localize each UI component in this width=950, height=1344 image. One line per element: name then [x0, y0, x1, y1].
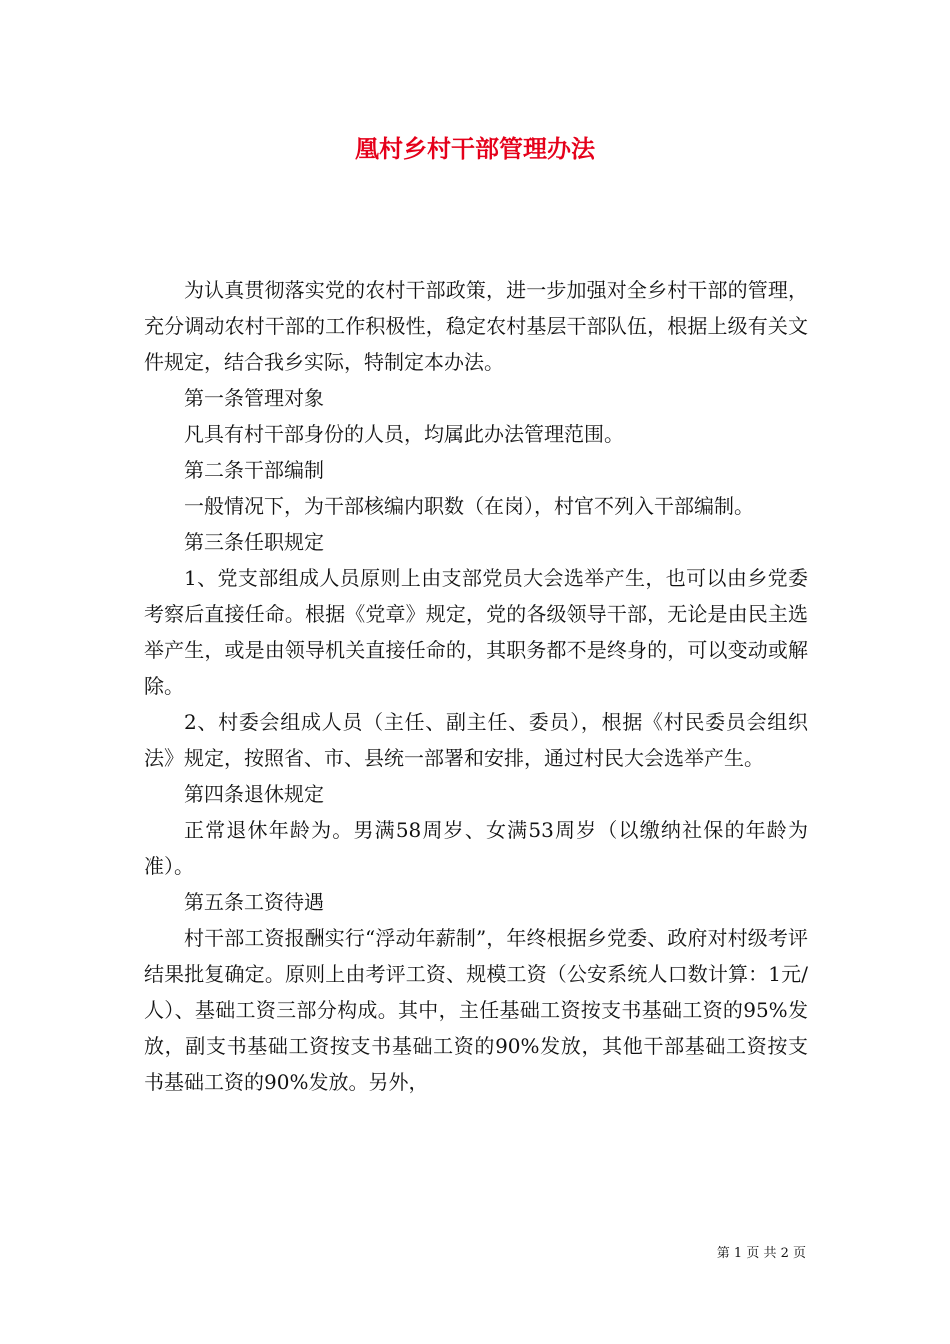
article-5-heading: 第五条工资待遇: [184, 890, 324, 914]
article-2-heading: 第二条干部编制: [184, 458, 324, 482]
document-body: [144, 272, 808, 1100]
page-number: 第 1 页 共 2 页: [716, 1246, 806, 1261]
article-4-text: 正常退休年龄为。男满58周岁、女满53周岁（以缴纳社保的年龄为准）。: [144, 818, 808, 878]
article-2-text: 一般情况下，为干部核编内职数（在岗），村官不列入干部编制。: [184, 494, 754, 518]
article-1-heading: 第一条管理对象: [184, 386, 324, 410]
article-3-item-1: 1、党支部组成人员原则上由支部党员大会选举产生，也可以由乡党委考察后直接任命。根据《党章》规定，党的各级领导干部，无论是由民主选举产生，或是由领导机关直接任命的，其职务都不是终身的，可以变动或解除。: [144, 566, 808, 698]
article-5-text: 村干部工资报酬实行“浮动年薪制”，年终根据乡党委、政府对村级考评结果批复确定。原则上由考评工资、规模工资（公安系统人口数计算：1元/人）、基础工资三部分构成。其中，主任基础工资按支书基础工资的95%发放，副支书基础工资按支书基础工资的90%发放，其他干部基础工资按支书基础工资的90%发放。另外，: [144, 926, 808, 1094]
article-4-heading: 第四条退休规定: [184, 782, 324, 806]
article-3-item-2: 2、村委会组成人员（主任、副主任、委员），根据《村民委员会组织法》规定，按照省、市、县统一部署和安排，通过村民大会选举产生。: [144, 710, 808, 770]
article-3-heading: 第三条任职规定: [184, 530, 324, 554]
document-title: 凰村乡村干部管理办法: [355, 134, 595, 163]
paragraph-intro: 为认真贯彻落实党的农村干部政策，进一步加强对全乡村干部的管理，充分调动农村干部的工作积极性，稳定农村基层干部队伍，根据上级有关文件规定，结合我乡实际，特制定本办法。: [144, 278, 808, 374]
article-1-text: 凡具有村干部身份的人员，均属此办法管理范围。: [184, 422, 624, 446]
